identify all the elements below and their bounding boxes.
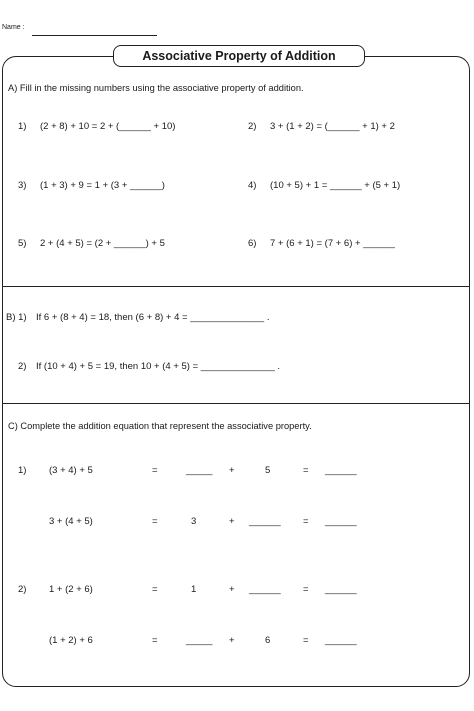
c1b-plus: + xyxy=(229,516,235,527)
c2b-answer-blank: ______ xyxy=(325,635,357,646)
problem-b1-number: B) 1) xyxy=(6,312,27,323)
c1-equals: = xyxy=(152,465,158,476)
c2-answer-blank: ______ xyxy=(325,584,357,595)
problem-a5-number: 5) xyxy=(18,238,27,249)
section-divider-b-c xyxy=(3,403,469,404)
problem-a3-number: 3) xyxy=(18,180,27,191)
problem-a6: 7 + (6 + 1) = (7 + 6) + ______ xyxy=(270,238,395,249)
c2b-addend: 6 xyxy=(265,635,271,646)
problem-a5: 2 + (4 + 5) = (2 + ______) + 5 xyxy=(40,238,165,249)
section-c-instruction: C) Complete the addition equation that represent the associative property. xyxy=(8,421,312,431)
c1b-blank: ______ xyxy=(249,516,281,527)
name-label: Name : xyxy=(2,24,25,31)
c2b-left-expression: (1 + 2) + 6 xyxy=(49,635,93,646)
c2-equals: = xyxy=(152,584,158,595)
problem-a4: (10 + 5) + 1 = ______ + (5 + 1) xyxy=(270,180,401,191)
c1b-equals-2: = xyxy=(303,516,309,527)
problem-b2: If (10 + 4) + 5 = 19, then 10 + (4 + 5) = ______________ . xyxy=(36,361,281,372)
c2b-equals-2: = xyxy=(303,635,309,646)
c2b-equals: = xyxy=(152,635,158,646)
problem-a1-number: 1) xyxy=(18,121,27,132)
c1b-equals: = xyxy=(152,516,158,527)
problem-c2-number: 2) xyxy=(18,584,27,595)
c2b-blank: _____ xyxy=(186,635,213,646)
c2-addend: 1 xyxy=(191,584,197,595)
c1b-left-expression: 3 + (4 + 5) xyxy=(49,516,93,527)
c2-blank: ______ xyxy=(249,584,281,595)
c2-plus: + xyxy=(229,584,235,595)
problem-a1: (2 + 8) + 10 = 2 + (______ + 10) xyxy=(40,121,176,132)
problem-a2: 3 + (1 + 2) = (______ + 1) + 2 xyxy=(270,121,395,132)
c1b-addend: 3 xyxy=(191,516,197,527)
c1-equals-2: = xyxy=(303,465,309,476)
c1-plus: + xyxy=(229,465,235,476)
c2-equals-2: = xyxy=(303,584,309,595)
problem-a3: (1 + 3) + 9 = 1 + (3 + ______) xyxy=(40,180,165,191)
c1b-answer-blank: ______ xyxy=(325,516,357,527)
c2-left-expression: 1 + (2 + 6) xyxy=(49,584,93,595)
worksheet-title: Associative Property of Addition xyxy=(113,45,365,67)
c1-answer-blank: ______ xyxy=(325,465,357,476)
c1-left-expression: (3 + 4) + 5 xyxy=(49,465,93,476)
section-divider-a-b xyxy=(3,286,469,287)
section-a-instruction: A) Fill in the missing numbers using the associative property of addition. xyxy=(8,83,304,93)
problem-a4-number: 4) xyxy=(248,180,257,191)
problem-a2-number: 2) xyxy=(248,121,257,132)
c2b-plus: + xyxy=(229,635,235,646)
problem-b2-number: 2) xyxy=(18,361,27,372)
name-field[interactable] xyxy=(32,35,157,36)
problem-c1-number: 1) xyxy=(18,465,27,476)
c1-addend: 5 xyxy=(265,465,271,476)
problem-a6-number: 6) xyxy=(248,238,257,249)
c1-blank: _____ xyxy=(186,465,213,476)
problem-b1: If 6 + (8 + 4) = 18, then (6 + 8) + 4 = ______________ . xyxy=(36,312,270,323)
